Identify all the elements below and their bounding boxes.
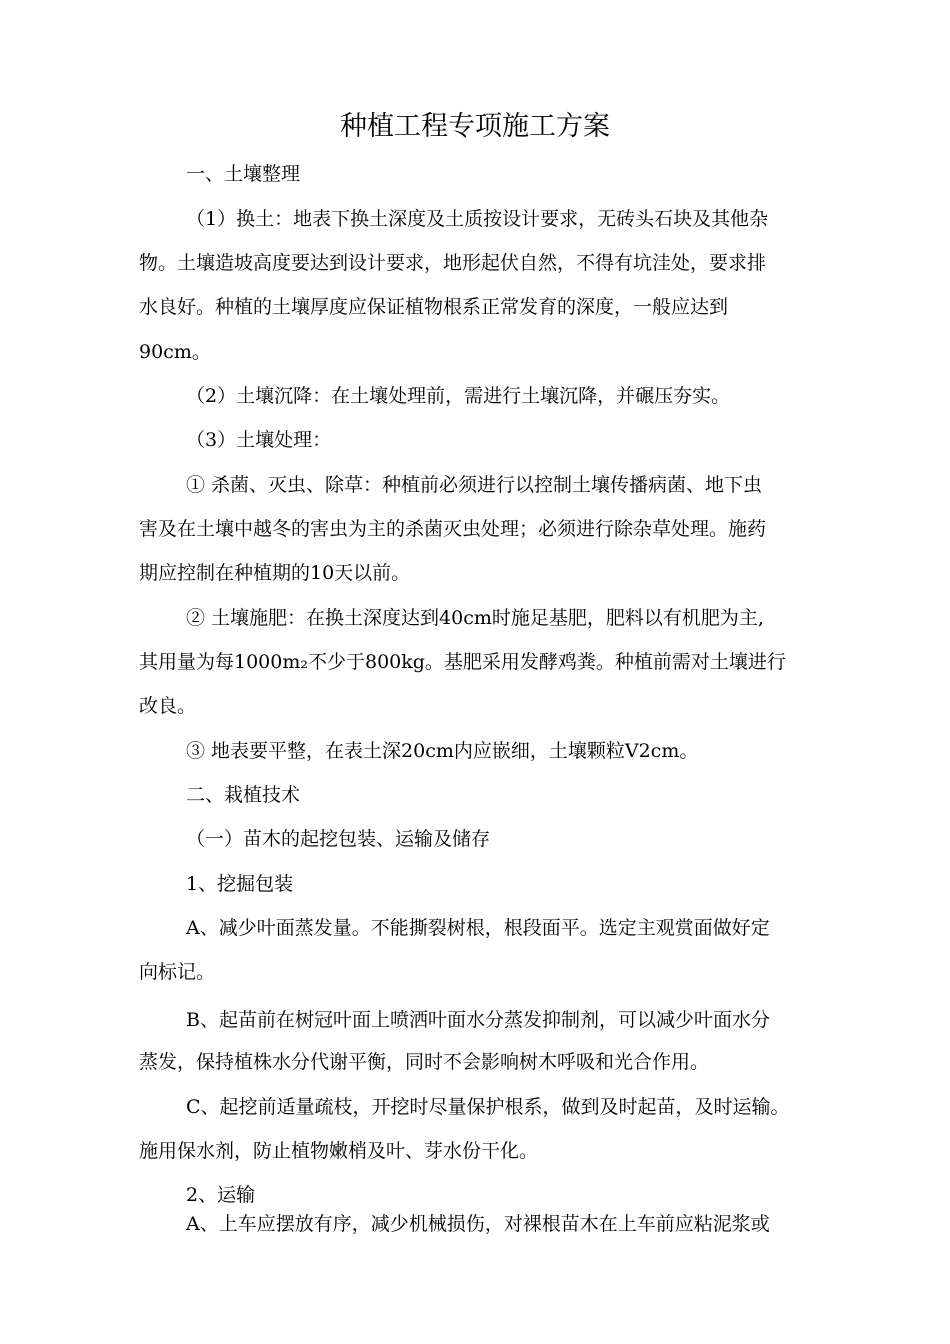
paragraph-line: 改良。 <box>139 695 197 717</box>
paragraph-line: 期应控制在种植期的10天以前。 <box>139 562 411 584</box>
paragraph-line: 施用保水剂，防止植物嫩梢及叶、芽水份干化。 <box>139 1140 539 1162</box>
paragraph-line: C、起挖前适量疏枝，开挖时尽量保护根系，做到及时起苗，及时运输。 <box>186 1096 790 1118</box>
paragraph-line: 害及在土壤中越冬的害虫为主的杀菌灭虫处理；必须进行除杂草处理。施药 <box>139 518 767 540</box>
paragraph-line: ③ 地表要平整，在表土深20cm内应嵌细，土壤颗粒V2cm。 <box>186 740 699 762</box>
paragraph-line: A、减少叶面蒸发量。不能撕裂树根，根段面平。选定主观赏面做好定 <box>186 917 770 939</box>
subsection-heading: （一）苗木的起挖包装、运输及储存 <box>186 828 491 850</box>
paragraph-line: 向标记。 <box>139 961 216 983</box>
paragraph-line: 90cm。 <box>139 341 211 363</box>
subsection-heading: 1、挖掘包装 <box>186 873 294 895</box>
paragraph-line: ② 土壤施肥：在换土深度达到40cm时施足基肥，肥料以有机肥为主, <box>186 607 764 629</box>
paragraph-line: 蒸发，保持植株水分代谢平衡，同时不会影响树木呼吸和光合作用。 <box>139 1051 710 1073</box>
paragraph-line: （1）换土：地表下换土深度及土质按设计要求，无砖头石块及其他杂 <box>186 208 769 230</box>
paragraph-line: 其用量为每1000m₂不少于800kg。基肥采用发酵鸡粪。种植前需对土壤进行 <box>139 651 786 673</box>
paragraph-line: 水良好。种植的土壤厚度应保证植物根系正常发育的深度，一般应达到 <box>139 296 729 318</box>
section-heading: 一、土壤整理 <box>186 163 301 185</box>
paragraph-line: A、上车应摆放有序，减少机械损伤，对裸根苗木在上车前应粘泥浆或 <box>186 1213 770 1235</box>
paragraph-line: （3）土壤处理： <box>186 429 332 451</box>
section-heading: 二、栽植技术 <box>186 784 301 806</box>
paragraph-line: （2）土壤沉降：在土壤处理前，需进行土壤沉降，并碾压夯实。 <box>186 385 731 407</box>
paragraph-line: ① 杀菌、灭虫、除草：种植前必须进行以控制土壤传播病菌、地下虫 <box>186 474 763 496</box>
paragraph-line: B、起苗前在树冠叶面上喷洒叶面水分蒸发抑制剂，可以减少叶面水分 <box>186 1009 770 1031</box>
paragraph-line: 物。土壤造坡高度要达到设计要求，地形起伏自然，不得有坑洼处，要求排 <box>139 252 767 274</box>
document-title: 种植工程专项施工方案 <box>340 111 610 142</box>
subsection-heading: 2、运输 <box>186 1184 256 1206</box>
